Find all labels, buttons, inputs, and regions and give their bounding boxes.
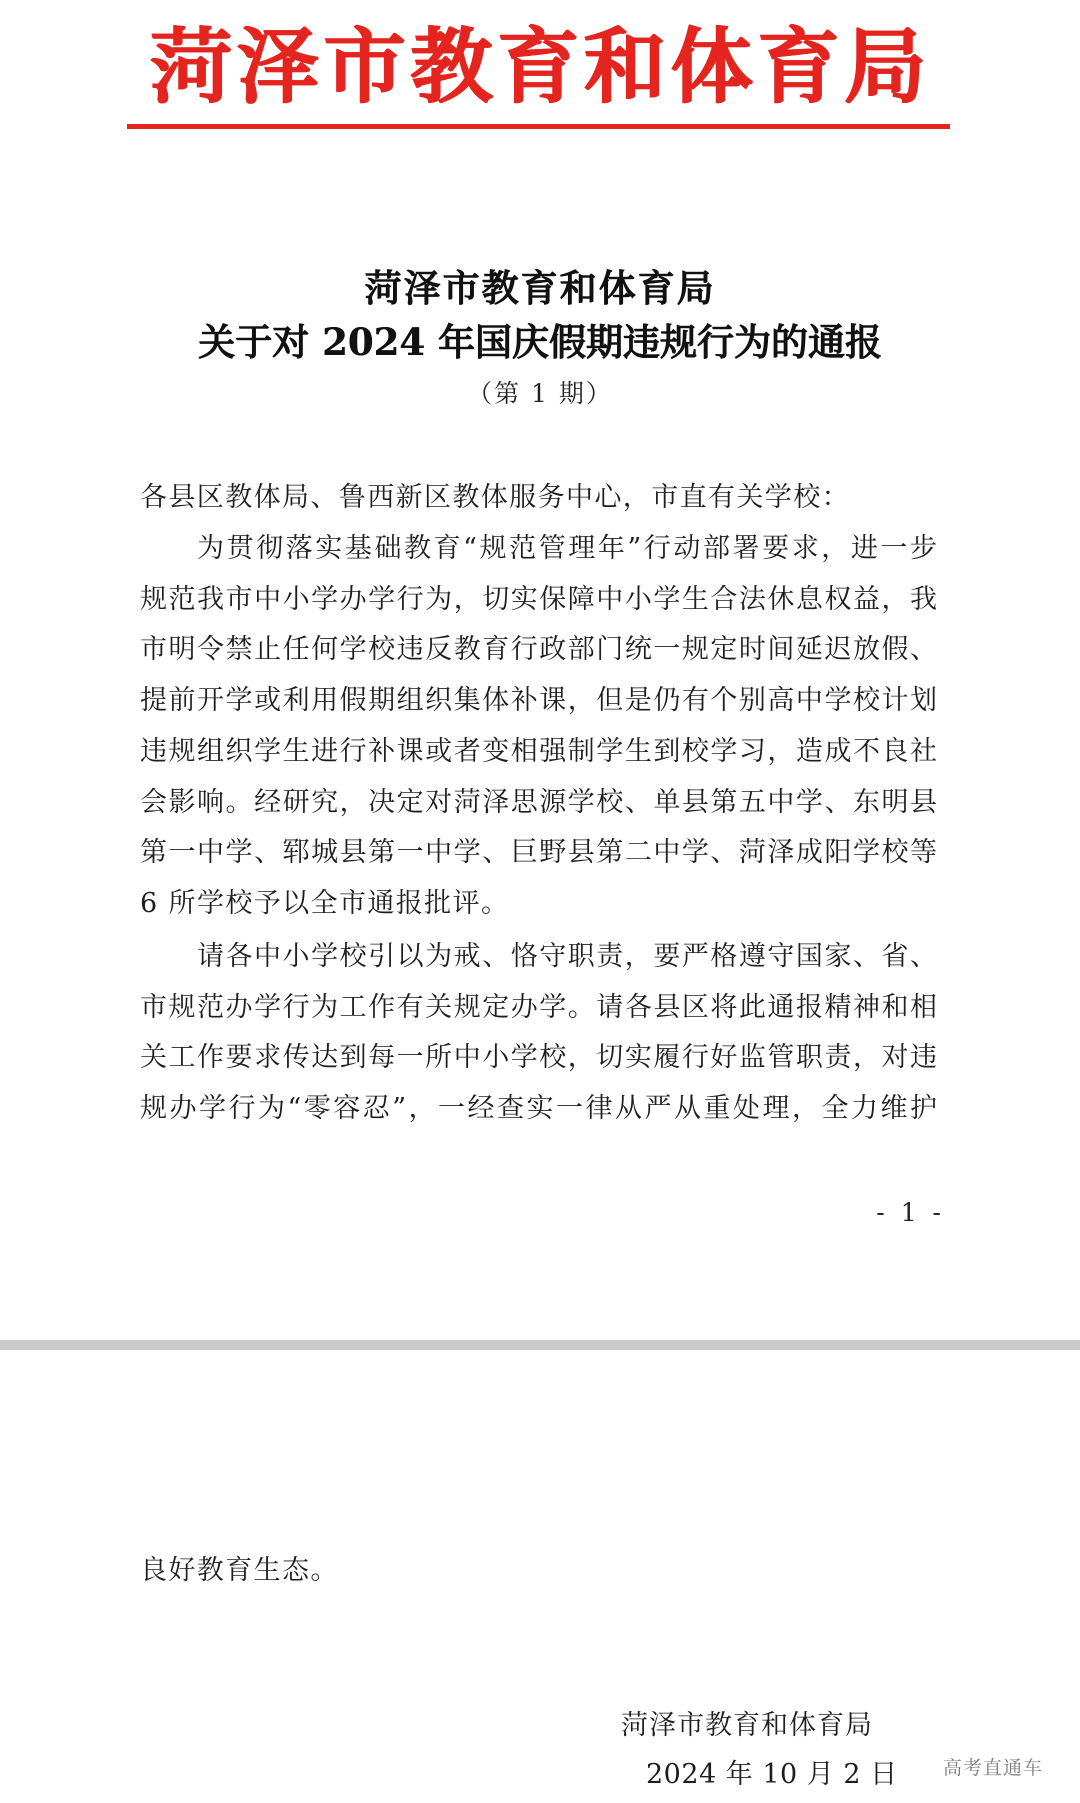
text-line: 规办学行为“零容忍”，一经查实一律从严从重处理，全力维护 bbox=[140, 1093, 937, 1124]
text-line: 违规组织学生进行补课或者变相强制学生到校学习，造成不良社 bbox=[140, 735, 937, 767]
source-watermark: 高考直通车 bbox=[943, 1757, 1044, 1779]
paragraph-2 bbox=[140, 932, 937, 1135]
text-line: 关工作要求传达到每一所中小学校，切实履行好监管职责，对违 bbox=[140, 1042, 937, 1074]
document-body bbox=[140, 473, 937, 1135]
text-line: 提前开学或利用假期组织集体补课，但是仍有个别高中学校计划 bbox=[140, 685, 937, 716]
text-line: 请各中小学校引以为戒、恪守职责，要严格遵守国家、省、 bbox=[197, 940, 937, 972]
page-separator bbox=[0, 1340, 1080, 1350]
letterhead-title: 菏泽市教育和体育局 bbox=[150, 19, 926, 115]
salutation: 各县区教体局、鲁西新区教体服务中心，市直有关学校： bbox=[140, 482, 850, 513]
paragraph-1 bbox=[140, 524, 937, 930]
issue-number: （第 1 期） bbox=[467, 379, 613, 408]
text-line: 市明令禁止任何学校违反教育行政部门统一规定时间延迟放假、 bbox=[140, 634, 937, 666]
page-number: - 1 - bbox=[876, 1198, 941, 1227]
document-title-line-2: 关于对 2024 年国庆假期违规行为的通报 bbox=[198, 320, 882, 364]
text-line: 市规范办学行为工作有关规定办学。请各县区将此通报精神和相 bbox=[140, 991, 937, 1023]
letterhead-red-rule bbox=[127, 124, 950, 129]
text-line: 为贯彻落实基础教育“规范管理年”行动部署要求，进一步 bbox=[197, 532, 937, 564]
text-line: 6 所学校予以全市通报批评。 bbox=[140, 888, 510, 919]
text-line: 会影响。经研究，决定对菏泽思源学校、单县第五中学、东明县 bbox=[140, 786, 937, 818]
issue-date: 2024 年 10 月 2 日 bbox=[646, 1759, 898, 1790]
text-line: 规范我市中小学办学行为，切实保障中小学生合法休息权益，我 bbox=[140, 583, 937, 615]
issuer-signature: 菏泽市教育和体育局 bbox=[621, 1710, 873, 1741]
text-line: 第一中学、郓城县第一中学、巨野县第二中学、菏泽成阳学校等 bbox=[140, 837, 937, 869]
continuation-text: 良好教育生态。 bbox=[140, 1555, 339, 1586]
document-title-line-1: 菏泽市教育和体育局 bbox=[364, 266, 716, 310]
